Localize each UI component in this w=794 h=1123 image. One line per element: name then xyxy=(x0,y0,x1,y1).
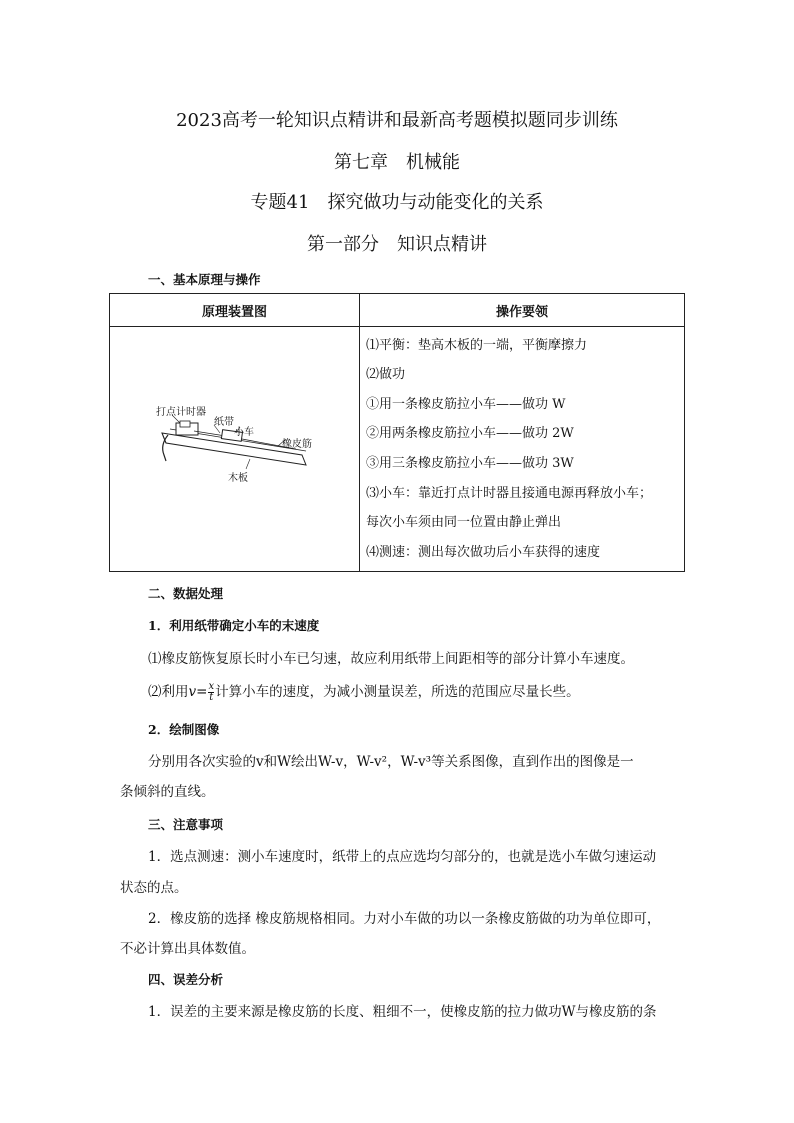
op-cart-cont: 每次小车须由同一位置由静止弹出 xyxy=(366,515,562,531)
section1-heading: 一、基本原理与操作 xyxy=(148,272,261,287)
section2-sub2-line2: 条倾斜的直线。 xyxy=(120,784,215,800)
section3-p1-line2: 状态的点。 xyxy=(120,880,188,896)
section3-p2-line1: 2．橡皮筋的选择 橡皮筋规格相同。力对小车做的功以一条橡皮筋做的功为单位即可， xyxy=(148,911,661,927)
section3-p2-line2: 不必计算出具体数值。 xyxy=(120,941,255,957)
main-title: 2023高考一轮知识点精讲和最新高考题模拟题同步训练 xyxy=(176,110,618,131)
section3-p1-line1: 1．选点测速：测小车速度时，纸带上的点应选均匀部分的，也就是选小车做匀速运动 xyxy=(148,849,657,865)
label-band: 橡皮筋 xyxy=(282,439,312,450)
table-header-diagram: 原理装置图 xyxy=(110,294,360,327)
label-board: 木板 xyxy=(228,473,248,484)
op-work: ⑵做功 xyxy=(366,367,406,383)
operation-list xyxy=(360,327,685,572)
section2-sub2-line1: 分别用各次实验的v和W绘出W-v，W-v²，W-v³等关系图像，直到作出的图像是一 xyxy=(148,754,634,770)
section3-heading: 三、注意事项 xyxy=(148,817,224,832)
section2-sub1-title: 1．利用纸带确定小车的末速度 xyxy=(148,618,320,633)
principle-operation-table xyxy=(109,293,685,572)
label-tape: 纸带 xyxy=(214,417,234,428)
topic-title: 专题41 探究做功与动能变化的关系 xyxy=(250,192,544,213)
label-timer: 打点计时器 xyxy=(156,407,206,418)
op-measure-speed: ⑷测速：测出每次做功后小车获得的速度 xyxy=(366,544,601,560)
label-cart: 小车 xyxy=(234,427,254,438)
apparatus-diagram xyxy=(110,327,358,571)
op-balance: ⑴平衡：垫高木板的一端，平衡摩擦力 xyxy=(366,337,588,353)
op-three-bands: ③用三条橡皮筋拉小车——做功 3W xyxy=(366,456,574,471)
op-one-band: ①用一条橡皮筋拉小车——做功 W xyxy=(366,396,566,412)
table-header-operation: 操作要领 xyxy=(360,294,685,327)
section2-sub2-title: 2．绘制图像 xyxy=(148,722,220,737)
part-title: 第一部分 知识点精讲 xyxy=(307,234,487,255)
op-cart: ⑶小车：靠近打点计时器且接通电源再释放小车； xyxy=(366,485,653,501)
section4-heading: 四、误差分析 xyxy=(148,972,224,987)
apparatus-diagram-cell xyxy=(110,327,360,572)
section2-sub1-p2: ⑵利用v= $\frac{x}{t}$ 计算小车的速度，为减小测量误差，所选的范围应尽量长些。 xyxy=(148,681,580,703)
section2-sub1-p1: ⑴橡皮筋恢复原长时小车已匀速，故应利用纸带上间距相等的部分计算小车速度。 xyxy=(148,651,634,667)
op-two-bands: ②用两条橡皮筋拉小车——做功 2W xyxy=(366,426,574,442)
fraction-x-over-t: $\frac{x}{t}$ xyxy=(208,681,215,703)
chapter-title: 第七章 机械能 xyxy=(334,152,460,173)
section2-heading: 二、数据处理 xyxy=(148,586,224,601)
section4-p1: 1．误差的主要来源是橡皮筋的长度、粗细不一，使橡皮筋的拉力做功W与橡皮筋的条 xyxy=(148,1004,657,1020)
